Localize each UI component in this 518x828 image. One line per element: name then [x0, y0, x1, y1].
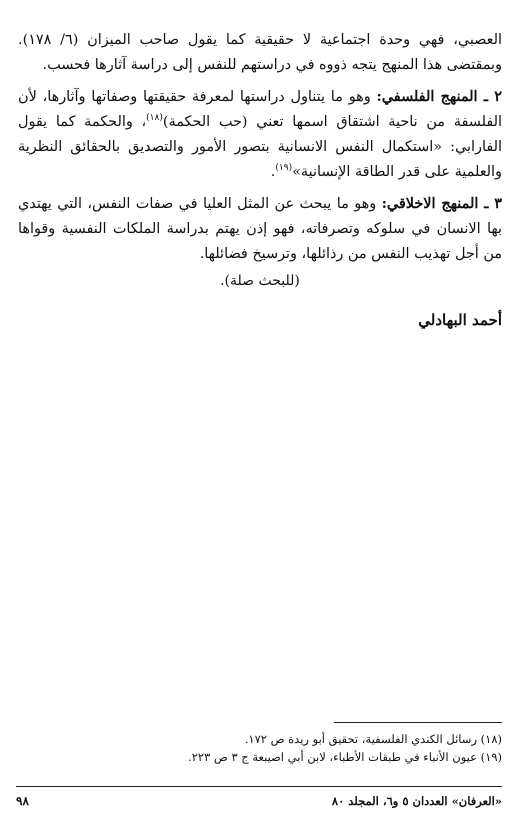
- philosophical-text-3: .: [270, 164, 276, 180]
- to-be-continued-note: (للبحث صلة).: [220, 273, 300, 289]
- philosophical-text-2: ، والحكمة كما يقول الفارابي: «استكمال النفس الانسانية بتصور الأمور والتصديق بالحقائق النظرية والعلمية على قدر الطاقة الإنسانية»: [18, 114, 502, 180]
- philosophical-paragraph: [18, 84, 502, 185]
- footer-divider: [16, 786, 502, 787]
- page-footer: [16, 794, 502, 808]
- footnote-19: (١٩) عيون الأنباء في طبقات الأطباء، لابن أبي اصيبعة ج ٣ ص ٢٢٣.: [188, 750, 502, 764]
- page-number: ٩٨: [16, 794, 29, 808]
- article-body: [18, 28, 502, 329]
- ethical-paragraph: [18, 191, 502, 267]
- intro-paragraph: العصبي، فهي وحدة اجتماعية لا حقيقية كما يقول صاحب الميزان (٦/ ١٧٨). وبمقتضى هذا المنهج يتجه ذووه في دراستهم للنفس إلى دراسة آثارها فحسب.: [18, 32, 502, 73]
- author-name: أحمد البهادلي: [418, 311, 502, 329]
- footnote-separator: [334, 722, 502, 723]
- footnotes: [18, 730, 502, 766]
- philosophical-text-1: وهو ما يتناول دراستها لمعرفة حقيقتها وصفاتها وآثارها، لأن الفلسفة من ناحية اشتقاق اسمها تعني (حب الحكمة): [18, 89, 502, 130]
- philosophical-heading: ٢ ـ المنهج الفلسفي:: [376, 88, 502, 105]
- footnote-18: (١٨) رسائل الكندي الفلسفية، تحقيق أبو ريدة ص ١٧٢.: [244, 732, 502, 746]
- journal-citation: «العرفان» العددان ٥ و٦، المجلد ٨٠: [331, 794, 502, 808]
- ethical-heading: ٣ ـ المنهج الاخلاقي:: [381, 195, 502, 212]
- footnote-ref-19: (١٩): [275, 163, 293, 174]
- ethical-text: وهو ما يبحث عن المثل العليا في صفات النفس، التي يهتدي بها الانسان في سلوكه وتصرفاته، فهو إذن يهتم بدراسة الملكات النفسية وقواها من أجل تهذيب النفس من رذائلها، وترسيخ فضائلها.: [18, 196, 502, 262]
- footnote-ref-18: (١٨): [146, 113, 163, 124]
